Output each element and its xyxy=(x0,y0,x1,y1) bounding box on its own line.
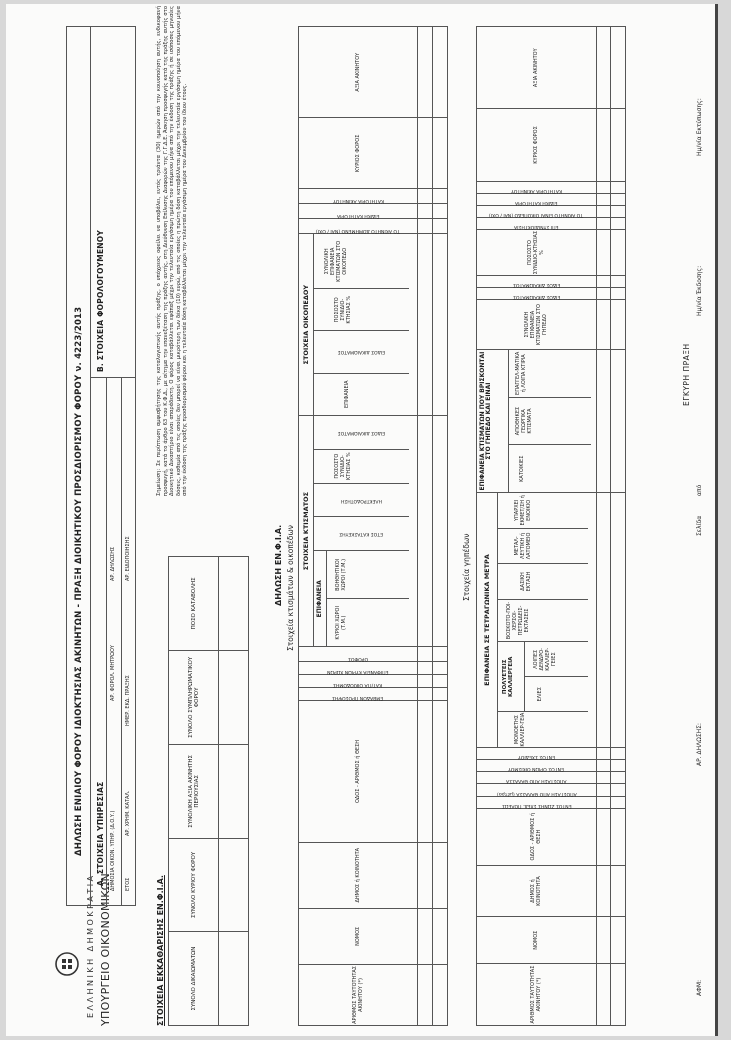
axia-col: ΑΞΙΑ ΑΚΙΝΗΤΟΥ xyxy=(354,52,361,92)
kyrios-foros-col: ΚΥΡΙΟΣ ΦΟΡΟΣ xyxy=(533,126,540,164)
legal-note: Σημείωση: Σε περίπτωση αμφισβήτησης της καταλογιστικής αυτής πράξης, ο υπόχρεος οφείλει να υποβάλει, εντός τριάντα (30) ημερών από την κοινοποίηση αυτής, ενδικοφανή προσφυγή, κατά το άρθρο 63 του Κ.Φ.Δ., με αίτημα την επανεξέταση της πράξης αυτής, στη Διεύθυνση Επίλυσης Διαφορών της Γ.Γ.Δ.Ε. Άσκηση προσφυγής κατά της πράξης αυτής στο Διοικητικό Δικαστήριο είναι απαράδεκτη. Ο φόρος καταβάλλεται εφάπαξ μέχρι την τελευταία εργάσιμη ημέρα του επόμενου μήνα από την έκδοση της πράξης ή σε ισόποσες μηνιαίες δόσεις, καθεμία από τις οποίες δεν μπορεί να είναι μικρότερη των δέκα (10) ευρώ, από τις οποίες η πρώτη δόση καταβάλλεται μέχρι την τελευταία εργάσιμη ημέρα του επόμενου μήνα από την έκδοση της πράξης προσδιορισμού φόρου και η τελευταία δόση καταβάλλεται μέχρι την τελευταία εργάσιμη ημέρα του Δεκεμβρίου του ίδιου έτους. xyxy=(156,6,189,496)
ktismata-title: ΕΠΙΦΑΝΕΙΑ ΚΤΙΣΜΑΤΩΝ ΠΟΥ ΒΡΙΣΚΟΝΤΑΙ ΣΤΟ ΓΗΠΕΔΟ ΚΑΙ ΕΙΝΑΙ xyxy=(477,350,509,492)
settlement-table xyxy=(168,556,249,1026)
footer-apo: από xyxy=(696,484,703,496)
pososto-col: ΠΟΣΟΣΤΟ ΣΥΝΙΔΙΟ-ΚΤΗΣΙΑΣ % xyxy=(314,449,409,483)
settlement-title: ΣΤΟΙΧΕΙΑ ΕΚΚΑΘΑΡΙΣΗΣ ΕΝ.Φ.Ι.Α. xyxy=(156,875,165,1026)
greek-emblem-icon xyxy=(54,952,80,976)
v-col: ΕΙΔΙΚΗ ΚΑΤΗΓΟΡΙΑ xyxy=(515,199,558,205)
kyrios-foros-col: ΚΥΡΙΟΣ ΦΟΡΟΣ xyxy=(354,134,361,173)
v-col: ΕΙΔΙΚΗ ΚΑΤΗΓΟΡΙΑ xyxy=(336,213,380,219)
valid-act-stamp: ΕΓΚΥΡΗ ΠΡΑΞΗ xyxy=(682,343,691,406)
rotated-form xyxy=(6,4,718,1036)
eidopoiisi-label: ΑΡ. ΕΙΔΟΠΟΙΗΣΗΣ xyxy=(125,536,131,581)
v-col: ΤΟ ΑΚΙΝΗΤΟ ΔΟΜΗΜΕΝΟ (ΝΑΙ / ΟΧΙ) xyxy=(316,228,400,234)
v-col: ΕΙΔΟΣ ΔΙΚΑΙΩΜΑΤΟΣ xyxy=(512,282,561,288)
v-col: ΑΠΟΣΤΑΣΗ ΑΠΟ ΘΑΛΑΣΣΑ xyxy=(506,778,567,784)
dilosi-no-label: ΑΡ. ΔΗΛΩΣΗΣ xyxy=(110,546,116,581)
v-col: ΕΜΒΑΔΟΝ ΠΡΟΣΟΨΗΣ xyxy=(332,695,384,701)
col-id: ΑΡΙΘΜΟΣ ΤΑΥΤΟΤΗΤΑΣ ΑΚΙΝΗΤΟΥ (*) xyxy=(351,966,364,1024)
settlement-col: ΣΥΝΟΛΟ ΔΙΚΑΙΩΜΑΤΩΝ xyxy=(190,946,197,1011)
col-nomos: ΝΟΜΟΣ xyxy=(533,930,540,950)
v-col: ΕΝΤΟΣ ΖΩΝΗΣ ΣΧΕΔ. ΠΟΛΕΩΣ xyxy=(501,802,572,808)
metra-col: ΔΑΣΙΚΗ ΕΚΤΑΣΗ xyxy=(498,563,588,599)
ktismata-col: ΑΠΟΘΗΚΕΣ ΓΕΩΡΓΙΚΑ ΚΤΙΣΜΑΤΑ xyxy=(509,397,591,445)
ktisma-title: ΣΤΟΙΧΕΙΑ ΚΤΙΣΜΑΤΟΣ xyxy=(299,416,314,646)
voithitikoi-xoroi: ΒΟΗΘΗΤΙΚΟΙ ΧΩΡΟΙ (Τ.Μ.) xyxy=(335,558,347,591)
kyrioi-xoroi: ΚΥΡΙΟΙ ΧΩΡΟΙ (Τ.Μ.) xyxy=(327,598,409,646)
v-col: ΑΠΟΣΤΑΣΗ ΑΠΟ ΘΑΛΑΣΣΑ (μέτρα) xyxy=(496,790,577,796)
ministry-line2: ΥΠΟΥΡΓΕΙΟ ΟΙΚΟΝΟΜΙΚΩΝ xyxy=(99,872,112,1026)
metra-col: ΛΟΙΠΕΣ ΔΕΝΔΡΟ-ΚΑΛΛΙΕΡ-ΓΕΙΕΣ xyxy=(533,647,557,671)
oik-col: ΕΠΙΦΑΝΕΙΑ xyxy=(314,373,409,415)
v-col: ΕΝΤΟΣ ΣΧΕΔΙΟΥ xyxy=(517,754,555,760)
oik-col: ΠΟΣΟΣΤΟ ΣΥΝΙΔΙΟ-ΚΤΗΣΙΑΣ % xyxy=(314,288,409,330)
etos-label: ΕΤΟΣ xyxy=(125,877,131,891)
orofos-col: ΟΡΟΦΟΣ xyxy=(347,656,369,662)
ekdosi-date-label: ΗΜΕΡ. ΕΚΔ. ΠΡΑΞΗΣ xyxy=(125,675,131,726)
section-b-title: Β. ΣΤΟΙΧΕΙΑ ΦΟΡΟΛΟΓΟΥΜΕΝΟΥ xyxy=(96,230,105,372)
footer-selida: Σελίδα xyxy=(696,515,703,536)
oikopedo-title: ΣΤΟΙΧΕΙΑ ΟΙΚΟΠΕΔΟΥ xyxy=(299,235,314,415)
main-title: ΔΗΛΩΣΗ ΕΝΙΑΙΟΥ ΦΟΡΟΥ ΙΔΙΟΚΤΗΣΙΑΣ ΑΚΙΝΗΤΩΝ - ΠΡΑΞΗ ΔΙΟΙΚΗΤΙΚΟΥ ΠΡΟΣΔΙΟΡΙΣΜΟΥ ΦΟΡΟΥ ν. 4223/2013 xyxy=(74,306,84,856)
footer-afm: ΑΦΜ: xyxy=(696,979,703,996)
v-col: ΚΑΤΗΓΟΡΙΑ ΑΚΙΝΗΤΟΥ xyxy=(332,198,384,204)
synoliki-col: ΣΥΝΟΛΙΚΗ ΕΠΙΦΑΝΕΙΑ ΚΤΙΣΜΑΤΩΝ ΣΤΟ ΓΗΠΕΔΟ xyxy=(524,304,549,346)
axia-col: ΑΞΙΑ ΑΚΙΝΗΤΟΥ xyxy=(533,48,540,88)
v-col: ΚΑΤΗΓΟΡΙΑ ΑΚΙΝΗΤΟΥ xyxy=(510,187,562,193)
polyeteis-label: ΠΟΛΥΕΤΕΙΣ ΚΑΛΛΙΕΡΓΕΙΑ xyxy=(498,642,525,711)
v-col: ΕΝΤΟΣ ΟΡΙΩΝ ΟΙΚΙΣΜΟΥ xyxy=(508,766,565,772)
col-dimos: ΔΗΜΟΣ ή ΚΟΙΝΟΤΗΤΑ xyxy=(530,876,543,906)
v-col: ΕΙΔΟΣ ΔΙΚΑΙΩΜΑΤΟΣ xyxy=(512,294,561,300)
declaration-title: ΔΗΛΩΣΗ ΕΝ.Φ.Ι.Α. xyxy=(274,524,283,606)
col-dimos: ΔΗΜΟΣ ή ΚΟΙΝΟΤΗΤΑ xyxy=(354,847,361,903)
settlement-col: ΣΥΝΟΛΟ ΣΥΜΠΛΗΡΩΜΑΤΙΚΟΥ ΦΟΡΟΥ xyxy=(187,656,200,738)
rural-table xyxy=(476,26,626,1026)
ministry-line1: ΕΛΛΗΝΙΚΗ ΔΗΜΟΚΡΑΤΙΑ xyxy=(86,873,95,1018)
oik-col: ΣΥΝΟΛΙΚΗ ΕΠΙΦΑΝΕΙΑ ΚΤΙΣΜΑΤΩΝ ΣΤΟ ΟΙΚΟΠΕΔΟ xyxy=(324,240,348,282)
section-a-title: Α. ΣΤΟΙΧΕΙΑ ΥΠΗΡΕΣΙΑΣ xyxy=(96,781,105,886)
afm-label: ΑΡ. ΦΟΡΟΛ. ΜΗΤΡΩΟΥ xyxy=(110,645,116,701)
rural-subtitle: Στοιχεία γηπέδων xyxy=(462,533,471,601)
metra-col: ΜΟΝΟΕΤΗΣ ΚΑΛΛΙΕΡ-ΓΕΙΑ xyxy=(498,711,588,747)
col-odos: ΟΔΟΣ - ΑΡΙΘΜΟΣ ή ΘΕΣΗ xyxy=(354,739,361,804)
footer-ar-dilosis: ΑΡ. ΔΗΛΩΣΗΣ: xyxy=(696,723,703,766)
col-odos: ΟΔΟΣ - ΑΡΙΘΜΟΣ ή ΘΕΣΗ xyxy=(530,812,543,861)
v-col: ΤΟ ΑΚΙΝΗΤΟ ΕΙΝΑΙ ΟΙΚΟΠΕΔΟ (ΝΑΙ / ΟΧΙ) xyxy=(489,212,584,218)
metra-col: ΜΕΤΑΛ-ΛΕΥΤΙΚΗ ή ΛΑΤΟΜΕΙΟ xyxy=(498,528,588,564)
col-id: ΑΡΙΘΜΟΣ ΤΑΥΤΟΤΗΤΑΣ ΑΚΙΝΗΤΟΥ (*) xyxy=(530,965,543,1024)
metra-col: ΥΠΑΡΧΕΙ ΕΚΜΕΤ/ΣΗ ή ΕΝΟΙΚΙΟ xyxy=(514,495,532,526)
v-col: ΚΑΤ/ΓΙΑ ΟΙΚΙΟΔΟΜΗΣ xyxy=(333,682,383,688)
metra-col: ΒΟΣΚΟΤΟ-ΠΟΙ-ΧΕΡΣΟΙ-ΠΕΤΡΩΔΕΙΣ-ΕΚΤΑΣΕΙΣ xyxy=(498,599,588,641)
epifaneia-label: ΕΠΙΦΑΝΕΙΑ xyxy=(314,551,327,646)
settlement-col: ΠΟΣΟ ΚΑΤΑΒΟΛΗΣ xyxy=(190,577,197,630)
ktismata-col: ΚΑΤΟΙΚΙΕΣ xyxy=(509,444,591,492)
v-col: ΕΠΙΦΑΝΕΙΑ ΚΥΡΙΩΝ ΧΩΡΩΝ xyxy=(327,669,389,675)
pososto-col: ΠΟΣΟΣΤΟ ΣΥΝΙΔΙΟ-ΚΤΗΣΙΑΣ % xyxy=(527,230,546,275)
v-col: ΕΤΟΣ ΚΑΤΑΣΚΕΥΗΣ xyxy=(339,531,384,537)
v-col: ΕΙΔΟΣ ΔΙΚΑΙΩΜΑΤΟΣ xyxy=(337,349,386,355)
ktismata-col: ΕΠΑΓΓΕΛ-ΜΑΤΙΚΑ ή ΛΟΙΠΑ ΚΤΙΡΙΑ xyxy=(515,351,527,395)
col-nomos: ΝΟΜΟΣ xyxy=(354,926,361,946)
metra-col: ΕΛΙΕΣ xyxy=(525,676,588,711)
v-col: ΗΛΕΚΤΡΟΔΟΤΗΣΗ xyxy=(340,497,383,503)
v-col: ΕΠΙ ΣΥΝΙΔΙΟΚΤΗΣΙΑ xyxy=(514,224,559,230)
buildings-table xyxy=(298,26,448,1026)
footer-hm-ekdosis: Ημ/νία Έκδοσης: xyxy=(696,265,703,316)
v-col: ΕΙΔΟΣ ΔΙΚΑΙΩΜΑΤΟΣ xyxy=(337,429,386,435)
document-page xyxy=(6,4,718,1036)
metra-title: ΕΠΙΦΑΝΕΙΑ ΣΕ ΤΕΤΡΑΓΩΝΙΚΑ ΜΕΤΡΑ xyxy=(477,493,498,747)
footer-hm-ektyposis: Ημ/νία Εκτύπωσης: xyxy=(696,98,703,156)
doy-label: ΔΗΜΟΣΙΑ ΟΙΚΟΝ. ΥΠΗΡ. (Δ.Ο.Υ.) xyxy=(110,810,116,891)
xrim-katal-label: ΑΡ. ΧΡΗΜ. ΚΑΤΑΛ. xyxy=(125,790,131,836)
declaration-subtitle: Στοιχεία κτισμάτων & οικοπέδων xyxy=(286,525,295,651)
settlement-col: ΣΥΝΟΛΙΚΗ ΑΞΙΑ ΑΚΙΝΗΤΗΣ ΠΕΡΙΟΥΣΙΑΣ xyxy=(187,754,200,828)
settlement-col: ΣΥΝΟΛΟ ΚΥΡΙΟΥ ΦΟΡΟΥ xyxy=(190,851,197,918)
